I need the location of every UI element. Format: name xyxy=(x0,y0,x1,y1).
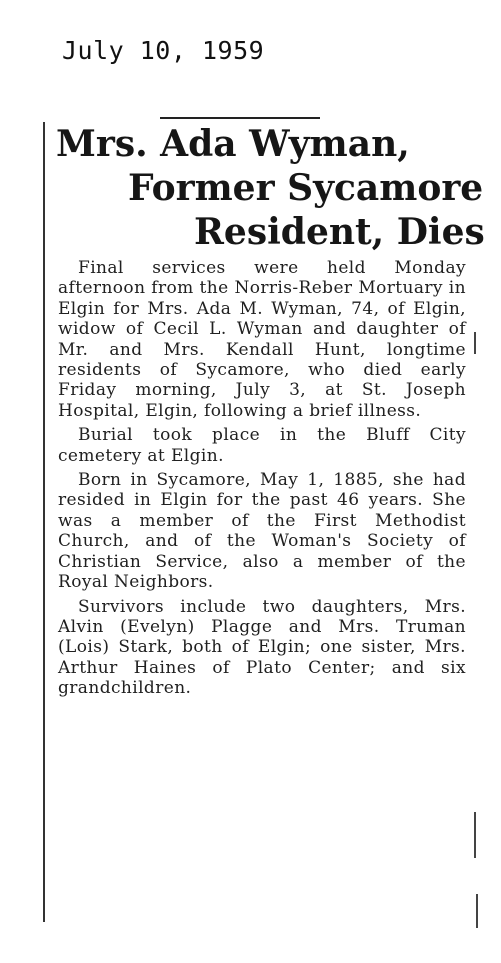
article-paragraph: Burial took place in the Bluff City cemetery at Elgin. xyxy=(58,425,466,466)
headline-line-3: Resident, Dies xyxy=(194,211,485,253)
column-right-border-mark xyxy=(474,332,476,354)
article-paragraph: Born in Sycamore, May 1, 1885, she had resided in Elgin for the past 46 years. She was a member of the First Methodist Church, and of the Woman's Society of Christian Service, also a member of the Royal Neighbors. xyxy=(58,470,466,593)
article-paragraph: Final services were held Monday afternoon from the Norris-Reber Mortuary in Elgin for Mrs. Ada M. Wyman, 74, of Elgin, widow of Cecil L. Wyman and daughter of Mr. and Mrs. Kendall Hunt, longtime residents of Sycamore, who died early Friday morning, July 3, at St. Joseph Hospital, Elgin, following a brief illness. xyxy=(58,258,466,421)
column-right-border-mark xyxy=(474,812,476,858)
column-left-border xyxy=(43,122,45,922)
headline-line-2: Former Sycamore xyxy=(128,167,484,209)
article-body xyxy=(58,258,466,703)
column-right-border-mark xyxy=(476,894,478,928)
newspaper-clipping xyxy=(40,112,485,932)
top-rule xyxy=(160,117,320,119)
article-paragraph: Survivors include two daughters, Mrs. Alvin (Evelyn) Plagge and Mrs. Truman (Lois) Stark, both of Elgin; one sister, Mrs. Arthur Haines of Plato Center; and six grandchildren. xyxy=(58,596,466,699)
headline-line-1: Mrs. Ada Wyman, xyxy=(56,123,410,165)
clipping-date: July 10, 1959 xyxy=(62,36,265,65)
